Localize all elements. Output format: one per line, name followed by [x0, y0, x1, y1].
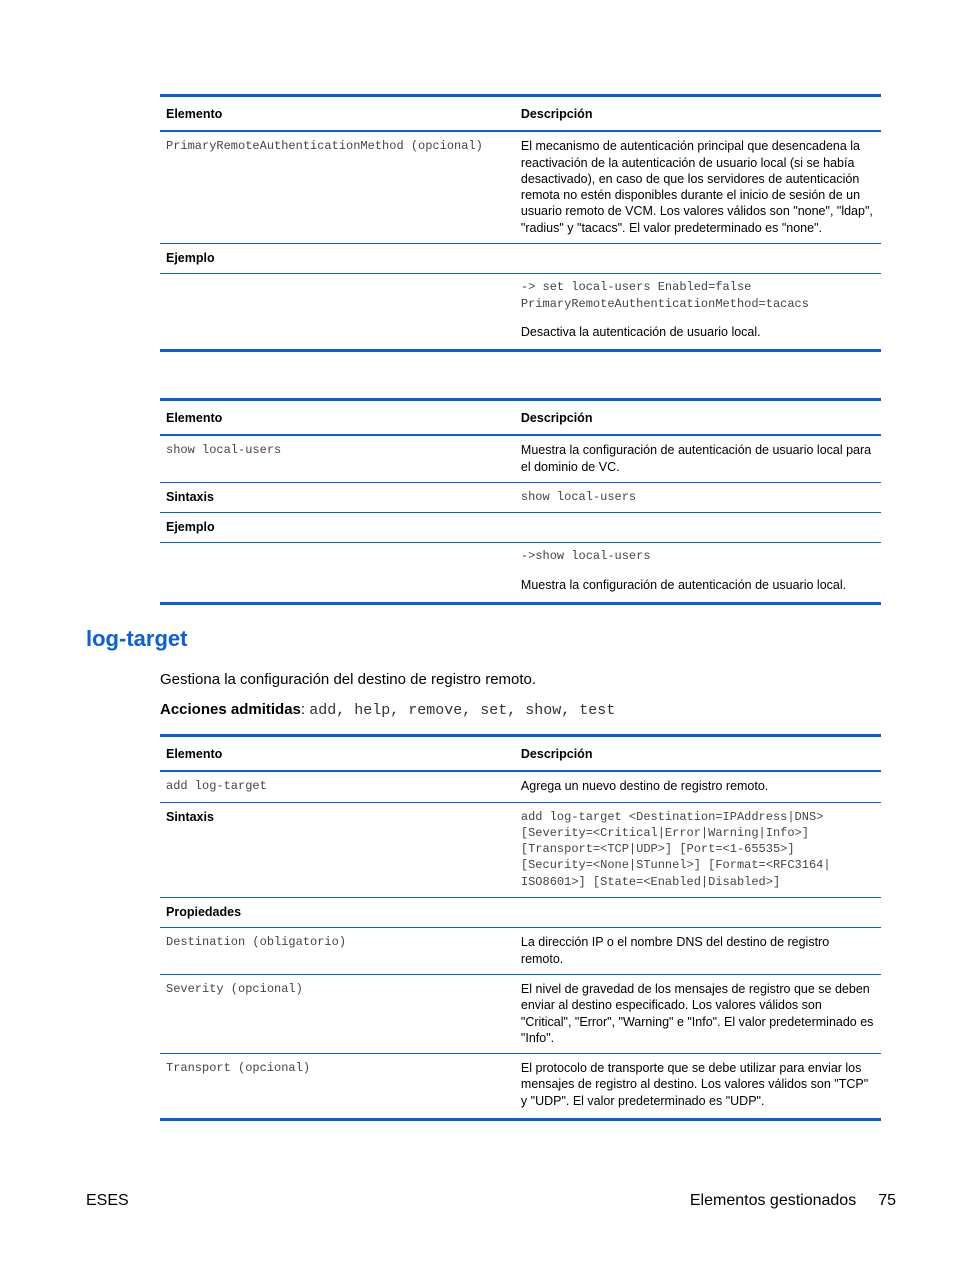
table-row — [160, 928, 881, 975]
example-cell — [515, 543, 881, 604]
row-description: Agrega un nuevo destino de registro remoto. — [515, 771, 881, 802]
header-elemento: Elemento — [160, 736, 515, 772]
table-row — [160, 513, 881, 543]
actions-label: Acciones admitidas — [160, 701, 301, 718]
table-row — [160, 543, 881, 604]
table-row — [160, 802, 881, 897]
empty-cell — [160, 274, 515, 351]
footer-locale: ESES — [86, 1192, 129, 1209]
section-title: log-target — [86, 626, 188, 651]
header-descripcion: Descripción — [515, 400, 881, 436]
table-row — [160, 771, 881, 802]
table-row — [160, 435, 881, 482]
table-row — [160, 244, 881, 274]
example-description: Desactiva la autenticación de usuario local. — [520, 324, 761, 339]
example-cell — [515, 274, 881, 351]
supported-actions — [160, 701, 615, 719]
actions-separator: : — [300, 701, 310, 718]
syntax-label: Sintaxis — [160, 482, 515, 512]
table-row — [160, 974, 881, 1053]
table-row — [160, 131, 881, 243]
example-command: -> set local-users Enabled=false PrimaryRemoteAuthenticationMethod=tacacs — [520, 280, 809, 311]
footer-section: Elementos gestionados — [689, 1192, 857, 1209]
table-header — [160, 400, 881, 436]
property-name: Destination (obligatorio) — [160, 928, 515, 975]
row-description: El mecanismo de autenticación principal que desencadena la reactivación de la autenticación de usuario local (si se había desactivado), en caso de que los servidores de autenticación remota no estén disponibles durante el inicio de sesión de un usuario remoto de VCM. Los valores válidos son "none", "ldap", "radius" y "tacacs". El valor predeterminado es "none". — [515, 131, 881, 243]
empty-cell — [515, 513, 881, 543]
row-item: add log-target — [160, 771, 515, 802]
syntax-label: Sintaxis — [160, 802, 515, 897]
header-elemento: Elemento — [160, 400, 515, 436]
table-show-local-users — [160, 398, 881, 605]
property-description: El protocolo de transporte que se debe utilizar para enviar los mensajes de registro al destino. Los valores válidos son "TCP" y "UDP". El valor predeterminado es "UDP". — [520, 1061, 869, 1108]
property-description: El nivel de gravedad de los mensajes de registro que se deben enviar al destino especificado. Los valores válidos son "Critical", "Error", "Warning" e "Info". El valor predeterminado es "Info". — [515, 974, 881, 1053]
section-intro: Gestiona la configuración del destino de registro remoto. — [160, 671, 537, 688]
example-description: Muestra la configuración de autenticación de usuario local. — [520, 577, 847, 592]
empty-cell — [515, 898, 881, 928]
empty-cell — [515, 244, 881, 274]
empty-cell — [160, 543, 515, 604]
table-header — [160, 96, 881, 132]
example-label: Ejemplo — [160, 513, 515, 543]
footer-right — [690, 1192, 896, 1210]
row-description: Muestra la configuración de autenticación de usuario local para el dominio de VC. — [515, 435, 881, 482]
property-name: Severity (opcional) — [160, 974, 515, 1053]
properties-label: Propiedades — [160, 898, 515, 928]
page-number: 75 — [878, 1192, 896, 1209]
table-add-log-target — [160, 734, 881, 1121]
syntax-value: add log-target <Destination=IPAddress|DNS> [Severity=<Critical|Error|Warning|Info>] [Transport=<TCP|UDP>] [Port=<1-65535>] [Security=<None|STunnel>] [Format=<RFC3164| ISO8601>] [State=<Enabled|Disabled>] — [520, 809, 831, 889]
table-row — [160, 274, 881, 351]
header-descripcion: Descripción — [515, 736, 881, 772]
table-primary-remote-auth — [160, 94, 881, 352]
table-row — [160, 482, 881, 512]
example-command: ->show local-users — [520, 549, 651, 564]
property-name: Transport (opcional) — [166, 1061, 311, 1076]
row-item: show local-users — [160, 435, 515, 482]
actions-list: add, help, remove, set, show, test — [309, 702, 616, 719]
table-header — [160, 736, 881, 772]
header-descripcion: Descripción — [515, 96, 881, 132]
row-item: PrimaryRemoteAuthenticationMethod (opcional) — [160, 131, 515, 243]
table-row — [160, 1054, 881, 1120]
example-label: Ejemplo — [160, 244, 515, 274]
syntax-value: show local-users — [515, 482, 881, 512]
property-description: La dirección IP o el nombre DNS del destino de registro remoto. — [515, 928, 881, 975]
syntax-cell — [515, 802, 881, 897]
table-row — [160, 898, 881, 928]
header-elemento: Elemento — [160, 96, 515, 132]
